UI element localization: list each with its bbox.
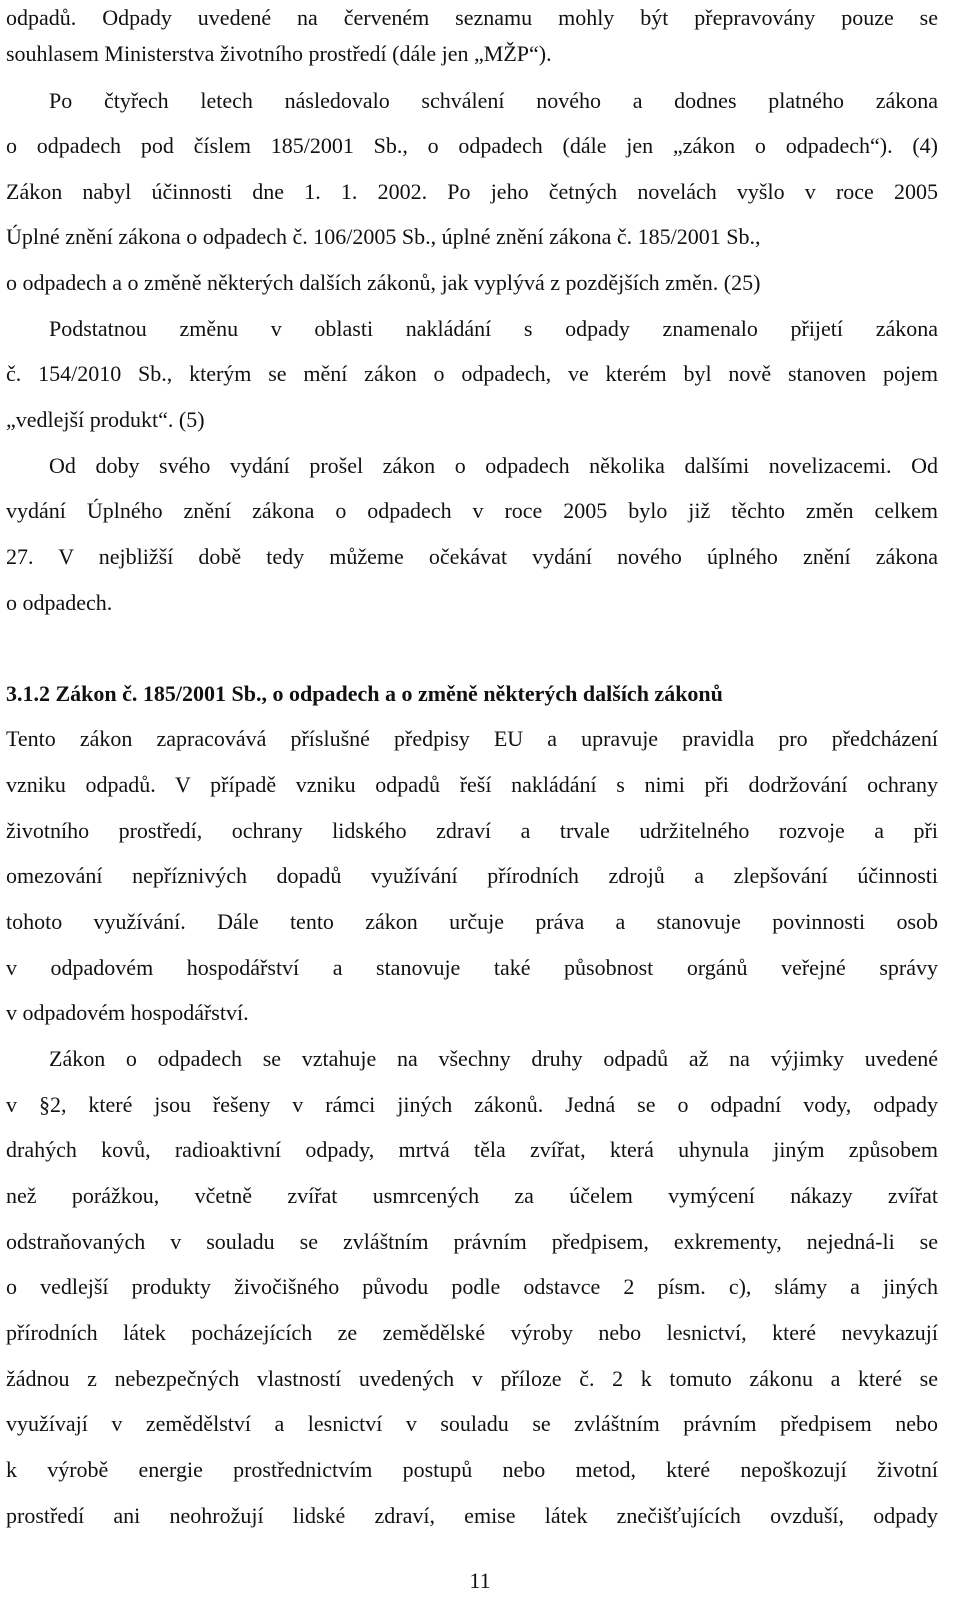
- text-line: Úplné znění zákona o odpadech č. 106/2005 Sb., úplné znění zákona č. 185/2001 Sb.,: [6, 224, 761, 249]
- text-line: o odpadech a o změně některých dalších zákonů, jak vyplývá z pozdějších změn. (25): [6, 270, 761, 295]
- text-line: vzniku odpadů. V případě vzniku odpadů řeší nakládání s nimi při dodržování ochrany: [6, 772, 938, 797]
- text-line: Po čtyřech letech následovalo schválení nového a dodnes platného zákona: [49, 88, 938, 113]
- text-line: k výrobě energie prostřednictvím postupů nebo metod, které nepoškozují životní: [6, 1457, 938, 1482]
- text-line: „vedlejší produkt“. (5): [6, 407, 205, 432]
- page-number: 11: [469, 1568, 491, 1593]
- text-line: o vedlejší produkty živočišného původu podle odstavce 2 písm. c), slámy a jiných: [6, 1274, 938, 1299]
- text-line: odpadů. Odpady uvedené na červeném seznamu mohly být přepravovány pouze se: [6, 5, 938, 30]
- text-line: v odpadovém hospodářství.: [6, 1000, 249, 1025]
- text-line: drahých kovů, radioaktivní odpady, mrtvá těla zvířat, která uhynula jiným způsobem: [6, 1137, 938, 1162]
- text-line: žádnou z nebezpečných vlastností uvedených v příloze č. 2 k tomuto zákonu a které se: [6, 1366, 938, 1391]
- text-line: vydání Úplného znění zákona o odpadech v roce 2005 bylo již těchto změn celkem: [6, 498, 938, 523]
- text-line: o odpadech.: [6, 590, 113, 615]
- text-line: souhlasem Ministerstva životního prostředí (dále jen „MŽP“).: [6, 41, 552, 66]
- section-heading: 3.1.2 Zákon č. 185/2001 Sb., o odpadech a o změně některých dalších zákonů: [6, 681, 723, 706]
- text-line: Od doby svého vydání prošel zákon o odpadech několika dalšími novelizacemi. Od: [49, 453, 938, 478]
- text-line: v odpadovém hospodářství a stanovuje také působnost orgánů veřejné správy: [6, 955, 938, 980]
- text-line: prostředí ani neohrožují lidské zdraví, emise látek znečišťujících ovzduší, odpady: [6, 1503, 938, 1528]
- text-line: v §2, které jsou řešeny v rámci jiných zákonů. Jedná se o odpadní vody, odpady: [6, 1092, 938, 1117]
- text-line: Zákon o odpadech se vztahuje na všechny druhy odpadů až na výjimky uvedené: [49, 1046, 938, 1071]
- text-line: 27. V nejbližší době tedy můžeme očekávat vydání nového úplného znění zákona: [6, 544, 938, 569]
- text-line: omezování nepříznivých dopadů využívání přírodních zdrojů a zlepšování účinnosti: [6, 863, 938, 888]
- text-line: využívají v zemědělství a lesnictví v souladu se zvláštním právním předpisem nebo: [6, 1411, 938, 1436]
- text-line: č. 154/2010 Sb., kterým se mění zákon o odpadech, ve kterém byl nově stanoven pojem: [6, 361, 938, 386]
- text-line: Zákon nabyl účinnosti dne 1. 1. 2002. Po jeho četných novelách vyšlo v roce 2005: [6, 179, 938, 204]
- text-line: přírodních látek pocházejících ze zemědělské výroby nebo lesnictví, které nevykazují: [6, 1320, 938, 1345]
- text-line: než porážkou, včetně zvířat usmrcených za účelem vymýcení nákazy zvířat: [6, 1183, 938, 1208]
- text-line: Podstatnou změnu v oblasti nakládání s odpady znamenalo přijetí zákona: [49, 316, 938, 341]
- text-line: tohoto využívání. Dále tento zákon určuje práva a stanovuje povinnosti osob: [6, 909, 938, 934]
- text-line: o odpadech pod číslem 185/2001 Sb., o odpadech (dále jen „zákon o odpadech“). (4): [6, 133, 938, 158]
- text-line: životního prostředí, ochrany lidského zdraví a trvale udržitelného rozvoje a při: [6, 818, 938, 843]
- text-line: Tento zákon zapracovává příslušné předpisy EU a upravuje pravidla pro předcházení: [6, 726, 938, 751]
- text-line: odstraňovaných v souladu se zvláštním právním předpisem, exkrementy, nejedná-li se: [6, 1229, 938, 1254]
